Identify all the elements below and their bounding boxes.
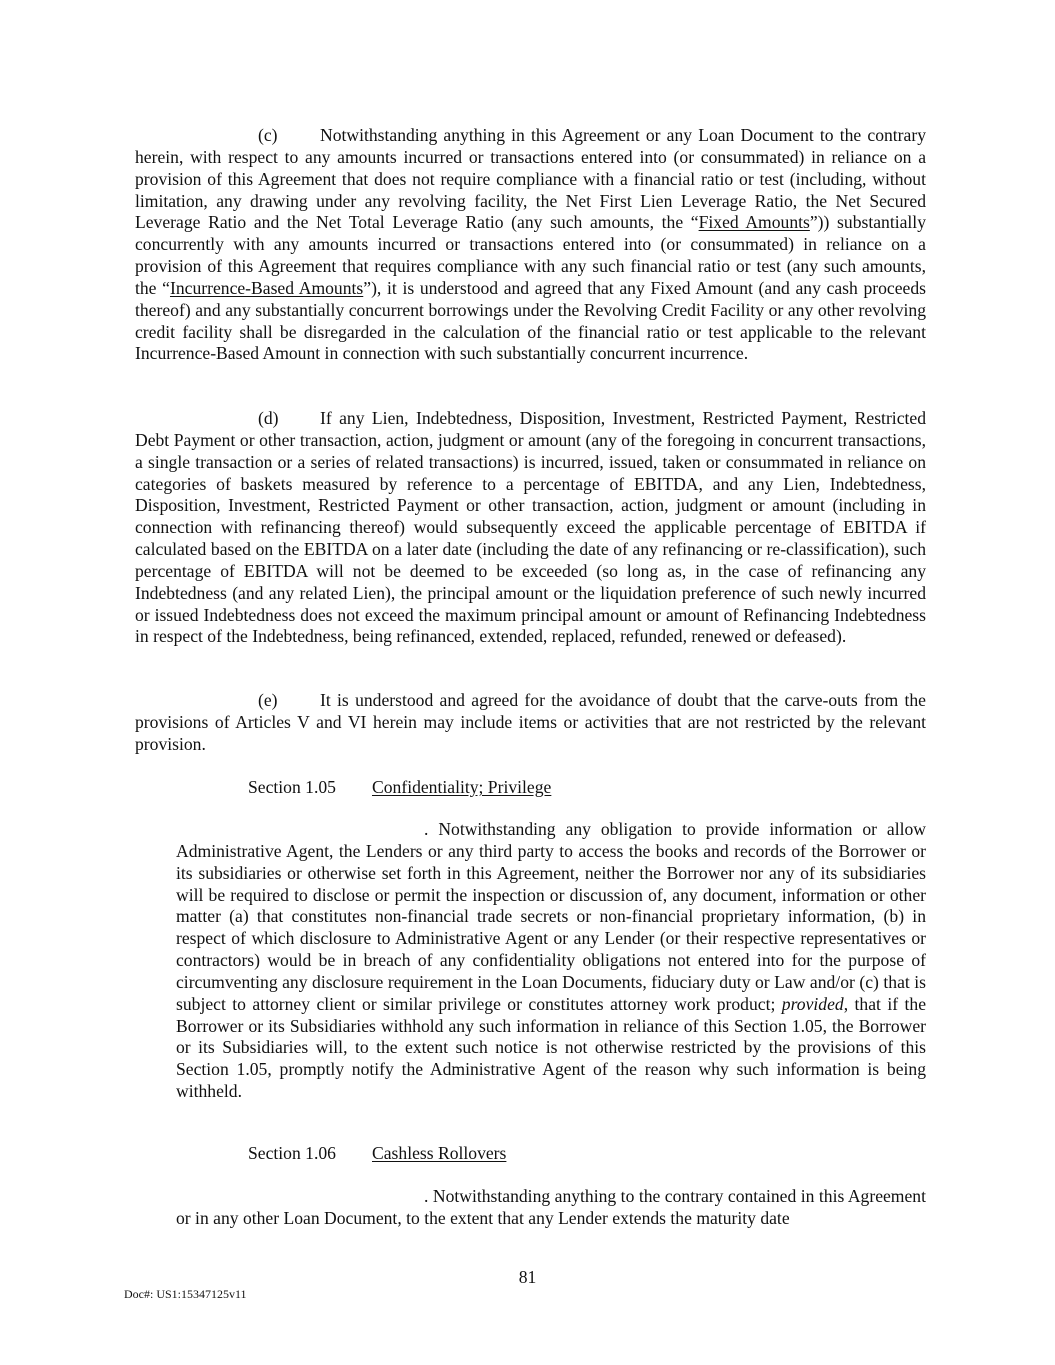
- paragraph-c-text-3: ”), it is understood and agreed that any Fixed Amount (and any cash proceeds thereof) and any substantially concurrent borrowings under the Revolving Credit Facility or any other revolving credit facility shall be disregarded in the calculation of the financial ratio or test applicable to the relevant Incurrence-Based Amount in connection with such substantially concurrent incurrence.: [135, 277, 927, 364]
- paragraph-c-text-2: ”)) substantially concurrently with any amounts incurred or transactions entered into (or consummated) in reliance on a provision of this Agreement that requires compliance with any such financial ratio or test (any such amounts, the “: [135, 212, 926, 298]
- section-1-06-text: . Notwithstanding anything to the contrary contained in this Agreement or in any other Loan Document, to the extent that any Lender extends the maturity date: [176, 1186, 926, 1228]
- paragraph-e-text: It is understood and agreed for the avoidance of doubt that the carve-outs from the provisions of Articles V and VI herein may include items or activities that are not restricted by the relevant provision.: [135, 690, 926, 754]
- paragraph-e-label: (e): [258, 690, 278, 710]
- section-1-05-text-2: , that if the Borrower or its Subsidiaries withhold any such information in reliance of this Section 1.05, the Borrower or its Subsidiaries will, to the extent such notice is not otherwise restricted by the provisions of this Section 1.05, promptly notify the Administrative Agent of the reason why such information is being withheld.: [176, 993, 926, 1102]
- page-number: 81: [518, 1267, 537, 1287]
- section-1-05-heading: [248, 777, 551, 799]
- section-1-05-italic: provided: [781, 993, 844, 1014]
- paragraph-e: [135, 690, 926, 756]
- paragraph-d-text: If any Lien, Indebtedness, Disposition, Investment, Restricted Payment, Restricted Debt Payment or other transaction, action, judgment or amount (any of the foregoing in concurrent transactions, a single transaction or a series of related transactions) is incurred, issued, taken or consummated in reliance on categories of baskets measured by reference to a percentage of EBITDA, and any Lien, Indebtedness, Disposition, Investment, Restricted Payment or other transaction, action, judgment or amount (including in connection with refinancing thereof) would subsequently exceed the applicable percentage of EBITDA if calculated based on the EBITDA on a later date (including the date of any refinancing or re-classification), such percentage of EBITDA will not be deemed to be exceeded (so long as, in the case of refinancing any Indebtedness (and any related Lien), the principal amount or the liquidation preference of such newly incurred or issued Indebtedness does not exceed the maximum principal amount or amount of Refinancing Indebtedness in respect of the Indebtedness, being refinanced, extended, replaced, refunded, renewed or defeased).: [135, 408, 926, 647]
- section-1-06-title: Cashless Rollovers: [372, 1143, 507, 1163]
- paragraph-c-label: (c): [258, 125, 278, 145]
- defined-term-fixed-amounts: Fixed Amounts: [698, 212, 810, 233]
- paragraph-c: [135, 125, 926, 365]
- section-1-05-text-1: . Notwithstanding any obligation to provide information or allow Administrative Agent, the Lenders or any third party to access the books and records of the Borrower or its subsidiaries or otherwise set forth in this Agreement, neither the Borrower nor any of its subsidiaries will be required to disclose or permit the inspection or discussion of, any document, information or other matter (a) that constitutes non-financial trade secrets or non-financial proprietary information, (b) in respect of which disclosure to Administrative Agent or any Lender (or their respective representatives or contractors) would be in breach of any confidentiality obligations not entered into for the purpose of circumventing any disclosure requirement in the Loan Documents, fiduciary duty or Law and/or (c) that is subject to attorney client or similar privilege or constitutes attorney work product;: [176, 819, 926, 1014]
- document-id: Doc#: US1:15347125v11: [124, 1287, 247, 1301]
- paragraph-d-label: (d): [258, 408, 279, 428]
- section-1-05-body: [176, 819, 926, 1103]
- section-1-06-heading: [248, 1143, 506, 1165]
- paragraph-c-text-1: Notwithstanding anything in this Agreement or any Loan Document to the contrary herein, with respect to any amounts incurred or transactions entered into (or consummated) in reliance on a provision of this Agreement that does not require compliance with a financial ratio or test (including, without limitation, any drawing under any revolving facility, the Net First Lien Leverage Ratio, the Net Secured Leverage Ratio and the Net Total Leverage Ratio (any such amounts, the “: [135, 125, 926, 233]
- section-1-05-number: Section 1.05: [248, 777, 336, 797]
- section-1-06-number: Section 1.06: [248, 1143, 336, 1163]
- defined-term-incurrence-based-amounts: Incurrence-Based Amounts: [169, 277, 364, 298]
- paragraph-d: [135, 408, 926, 648]
- section-1-05-title: Confidentiality; Privilege: [372, 777, 552, 797]
- section-1-06-body: [176, 1186, 926, 1230]
